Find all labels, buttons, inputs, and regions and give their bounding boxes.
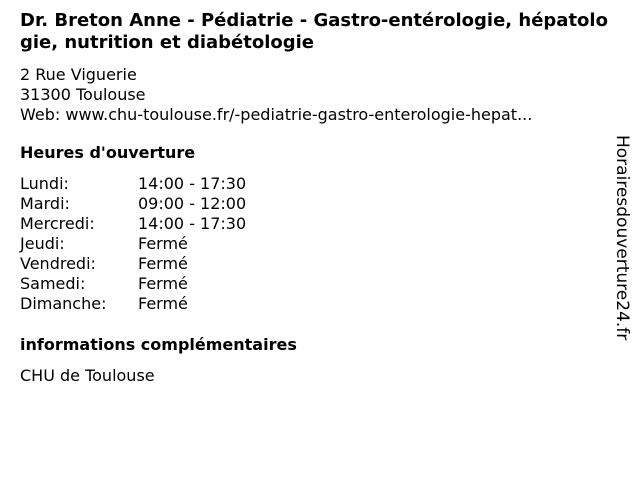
time-value: Fermé (138, 274, 188, 293)
day-label: Lundi: (20, 174, 69, 193)
day-label: Dimanche: (20, 294, 107, 313)
hours-row-wednesday (20, 214, 610, 234)
day-label: Mardi: (20, 194, 70, 213)
additional-info-heading: informations complémentaires (20, 335, 297, 354)
hours-table (20, 174, 610, 314)
hours-row-sunday (20, 294, 610, 314)
hours-heading: Heures d'ouverture (20, 143, 196, 162)
address-street: 2 Rue Viguerie (20, 65, 137, 84)
hours-row-tuesday (20, 194, 610, 214)
address-city: 31300 Toulouse (20, 85, 146, 104)
day-label: Samedi: (20, 274, 86, 293)
time-value: Fermé (138, 234, 188, 253)
address-block (20, 65, 610, 125)
time-value: Fermé (138, 254, 188, 273)
time-value: 09:00 - 12:00 (138, 194, 247, 213)
day-label: Mercredi: (20, 214, 95, 233)
hours-row-thursday (20, 234, 610, 254)
hours-row-saturday (20, 274, 610, 294)
time-value: Fermé (138, 294, 188, 313)
hours-row-monday (20, 174, 610, 194)
hours-row-friday (20, 254, 610, 274)
time-value: 14:00 - 17:30 (138, 214, 247, 233)
page-title: Dr. Breton Anne - Pédiatrie - Gastro-entérologie, hépatologie, nutrition et diabétologie (20, 10, 608, 53)
additional-info-text: CHU de Toulouse (20, 366, 155, 385)
day-label: Jeudi: (20, 234, 65, 253)
time-value: 14:00 - 17:30 (138, 174, 247, 193)
listing-card (20, 10, 610, 386)
site-watermark: Horairesdouverture24.fr (612, 135, 632, 341)
day-label: Vendredi: (20, 254, 96, 273)
website-link[interactable]: Web: www.chu-toulouse.fr/-pediatrie-gastro-enterologie-hepat... (20, 105, 533, 124)
